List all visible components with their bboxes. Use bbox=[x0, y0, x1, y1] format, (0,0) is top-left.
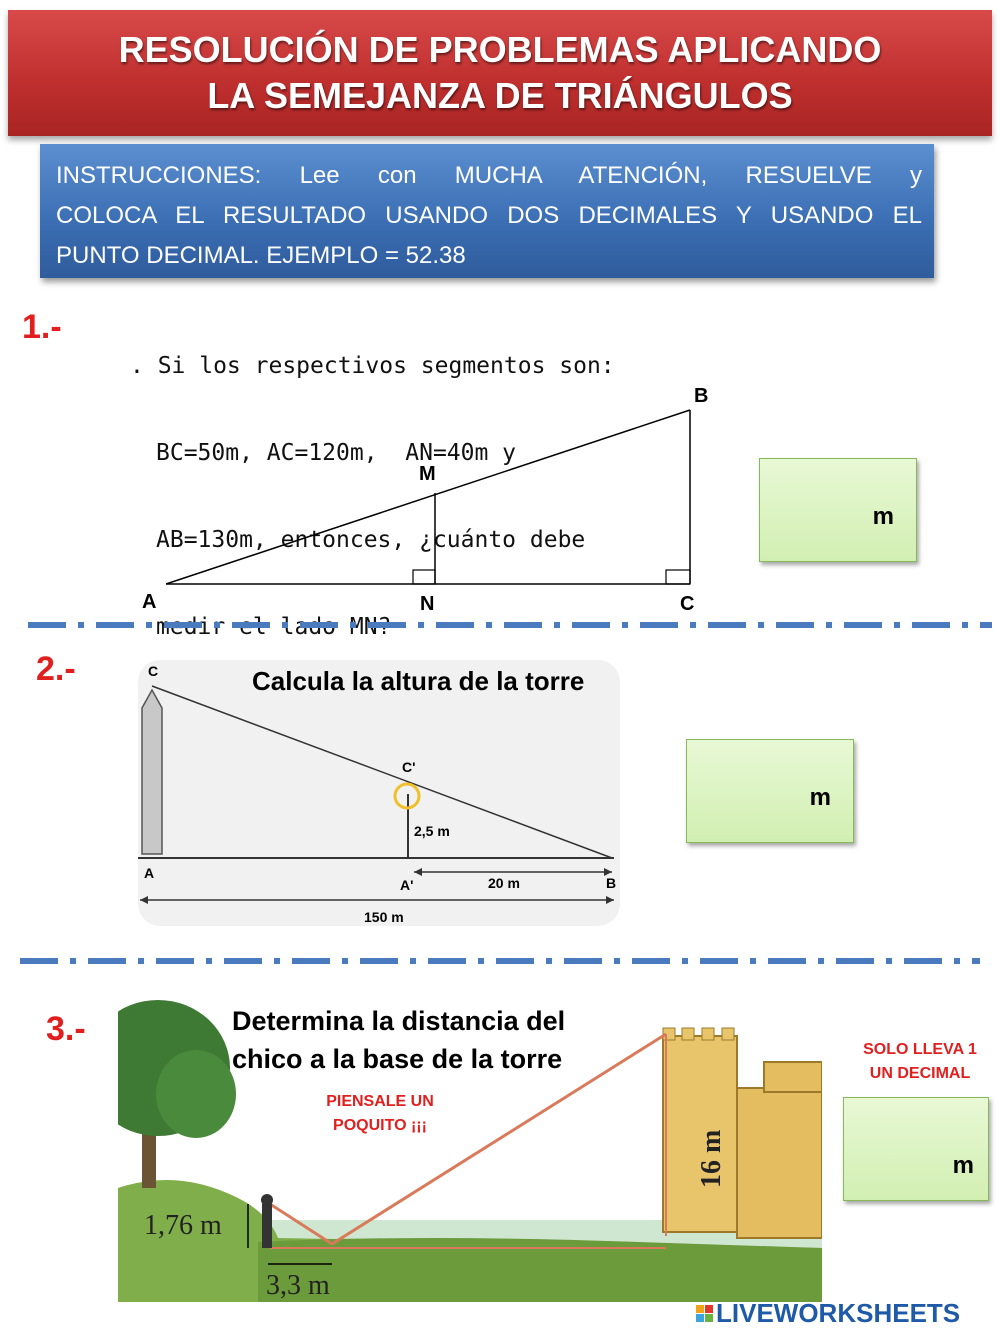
problem-3-hint-line-2: POQUITO ¡¡¡ bbox=[333, 1117, 427, 1134]
problem-3-note-line-1: SOLO LLEVA 1 bbox=[863, 1041, 977, 1058]
battlement bbox=[702, 1028, 714, 1040]
section-divider-2 bbox=[20, 954, 980, 968]
label-c: C bbox=[680, 593, 695, 615]
title-banner bbox=[8, 10, 992, 136]
section-divider-1 bbox=[28, 618, 992, 632]
label-distance: 3,3 m bbox=[266, 1270, 330, 1301]
right-angle-c bbox=[666, 570, 690, 584]
label-m: M bbox=[419, 463, 436, 485]
problem-2-answer-field[interactable] bbox=[686, 739, 854, 843]
boy-figure bbox=[262, 1204, 272, 1248]
instructions-line-2: COLOCA EL RESULTADO USANDO DOS DECIMALES Y USANDO EL bbox=[56, 202, 922, 229]
instructions-line-3: PUNTO DECIMAL. EJEMPLO = 52.38 bbox=[56, 242, 466, 269]
boy-head bbox=[261, 1194, 273, 1206]
label-a: A bbox=[142, 591, 157, 613]
problem-1-answer-unit: m bbox=[872, 503, 894, 530]
arrow-head bbox=[140, 896, 148, 904]
brand-text: LIVEWORKSHEETS bbox=[716, 1298, 961, 1328]
label-b: B bbox=[606, 875, 617, 891]
label-tower-height: 16 m bbox=[696, 1129, 727, 1188]
problem-3-answer-field[interactable] bbox=[843, 1097, 989, 1201]
castle-wall-top bbox=[764, 1062, 822, 1092]
problem-2-tower-diagram bbox=[138, 660, 620, 926]
label-c-prime: C' bbox=[402, 759, 416, 775]
instructions-line-1: INSTRUCCIONES: Lee con MUCHA ATENCIÓN, RESUELVE y bbox=[56, 162, 922, 189]
problem-1-number: 1.- bbox=[22, 308, 62, 346]
problem-3-heading bbox=[232, 1002, 565, 1078]
problem-1-text-line-3: AB=130m, entonces, ¿cuánto debe bbox=[156, 527, 586, 553]
label-short-base: 20 m bbox=[488, 875, 520, 891]
problem-3-heading-line-2: chico a la base de la torre bbox=[232, 1044, 563, 1074]
arrow-head bbox=[606, 896, 614, 904]
problem-1-triangle-diagram bbox=[130, 380, 730, 620]
label-b: B bbox=[694, 385, 709, 407]
label-a-prime: A' bbox=[400, 877, 414, 893]
problem-3-number: 3.- bbox=[46, 1010, 86, 1048]
instructions-panel bbox=[40, 144, 934, 278]
tower-shape bbox=[142, 690, 162, 854]
title-line-1: RESOLUCIÓN DE PROBLEMAS APLICANDO bbox=[118, 29, 882, 70]
label-a: A bbox=[144, 865, 155, 881]
problem-1-answer-field[interactable] bbox=[759, 458, 917, 562]
problem-1-text-line-2: BC=50m, AC=120m, AN=40m y bbox=[156, 440, 517, 466]
problem-3-note-line-2: UN DECIMAL bbox=[869, 1065, 971, 1082]
title-line-2: LA SEMEJANZA DE TRIÁNGULOS bbox=[207, 75, 793, 116]
logo-icon bbox=[696, 1305, 713, 1322]
label-long-base: 150 m bbox=[364, 909, 404, 925]
label-n: N bbox=[420, 593, 435, 615]
problem-3-heading-line-1: Determina la distancia del bbox=[232, 1006, 566, 1036]
liveworksheets-logo[interactable] bbox=[696, 1298, 960, 1329]
problem-3-hint-line-1: PIENSALE UN bbox=[326, 1093, 434, 1110]
castle-wall bbox=[737, 1088, 822, 1238]
hypotenuse-ab bbox=[166, 410, 690, 584]
problem-3-answer-unit: m bbox=[952, 1152, 974, 1179]
problem-3-note bbox=[850, 1038, 990, 1086]
arrow-head bbox=[414, 868, 422, 876]
battlement bbox=[722, 1028, 734, 1040]
problem-1-text-line-4: medir el lado MN? bbox=[156, 614, 392, 640]
tree-canopy-2 bbox=[156, 1050, 236, 1138]
problem-2-answer-unit: m bbox=[809, 784, 831, 811]
right-angle-n bbox=[413, 570, 435, 584]
problem-2-heading: Calcula la altura de la torre bbox=[252, 666, 585, 696]
battlement bbox=[682, 1028, 694, 1040]
problem-2-number: 2.- bbox=[36, 650, 76, 688]
label-boy-height: 1,76 m bbox=[144, 1210, 222, 1241]
shadow-line bbox=[152, 686, 612, 858]
label-height: 2,5 m bbox=[414, 823, 450, 839]
label-c: C bbox=[148, 663, 159, 679]
problem-3-hint bbox=[310, 1090, 450, 1138]
problem-1-text-line-1: . Si los respectivos segmentos son: bbox=[130, 353, 615, 379]
